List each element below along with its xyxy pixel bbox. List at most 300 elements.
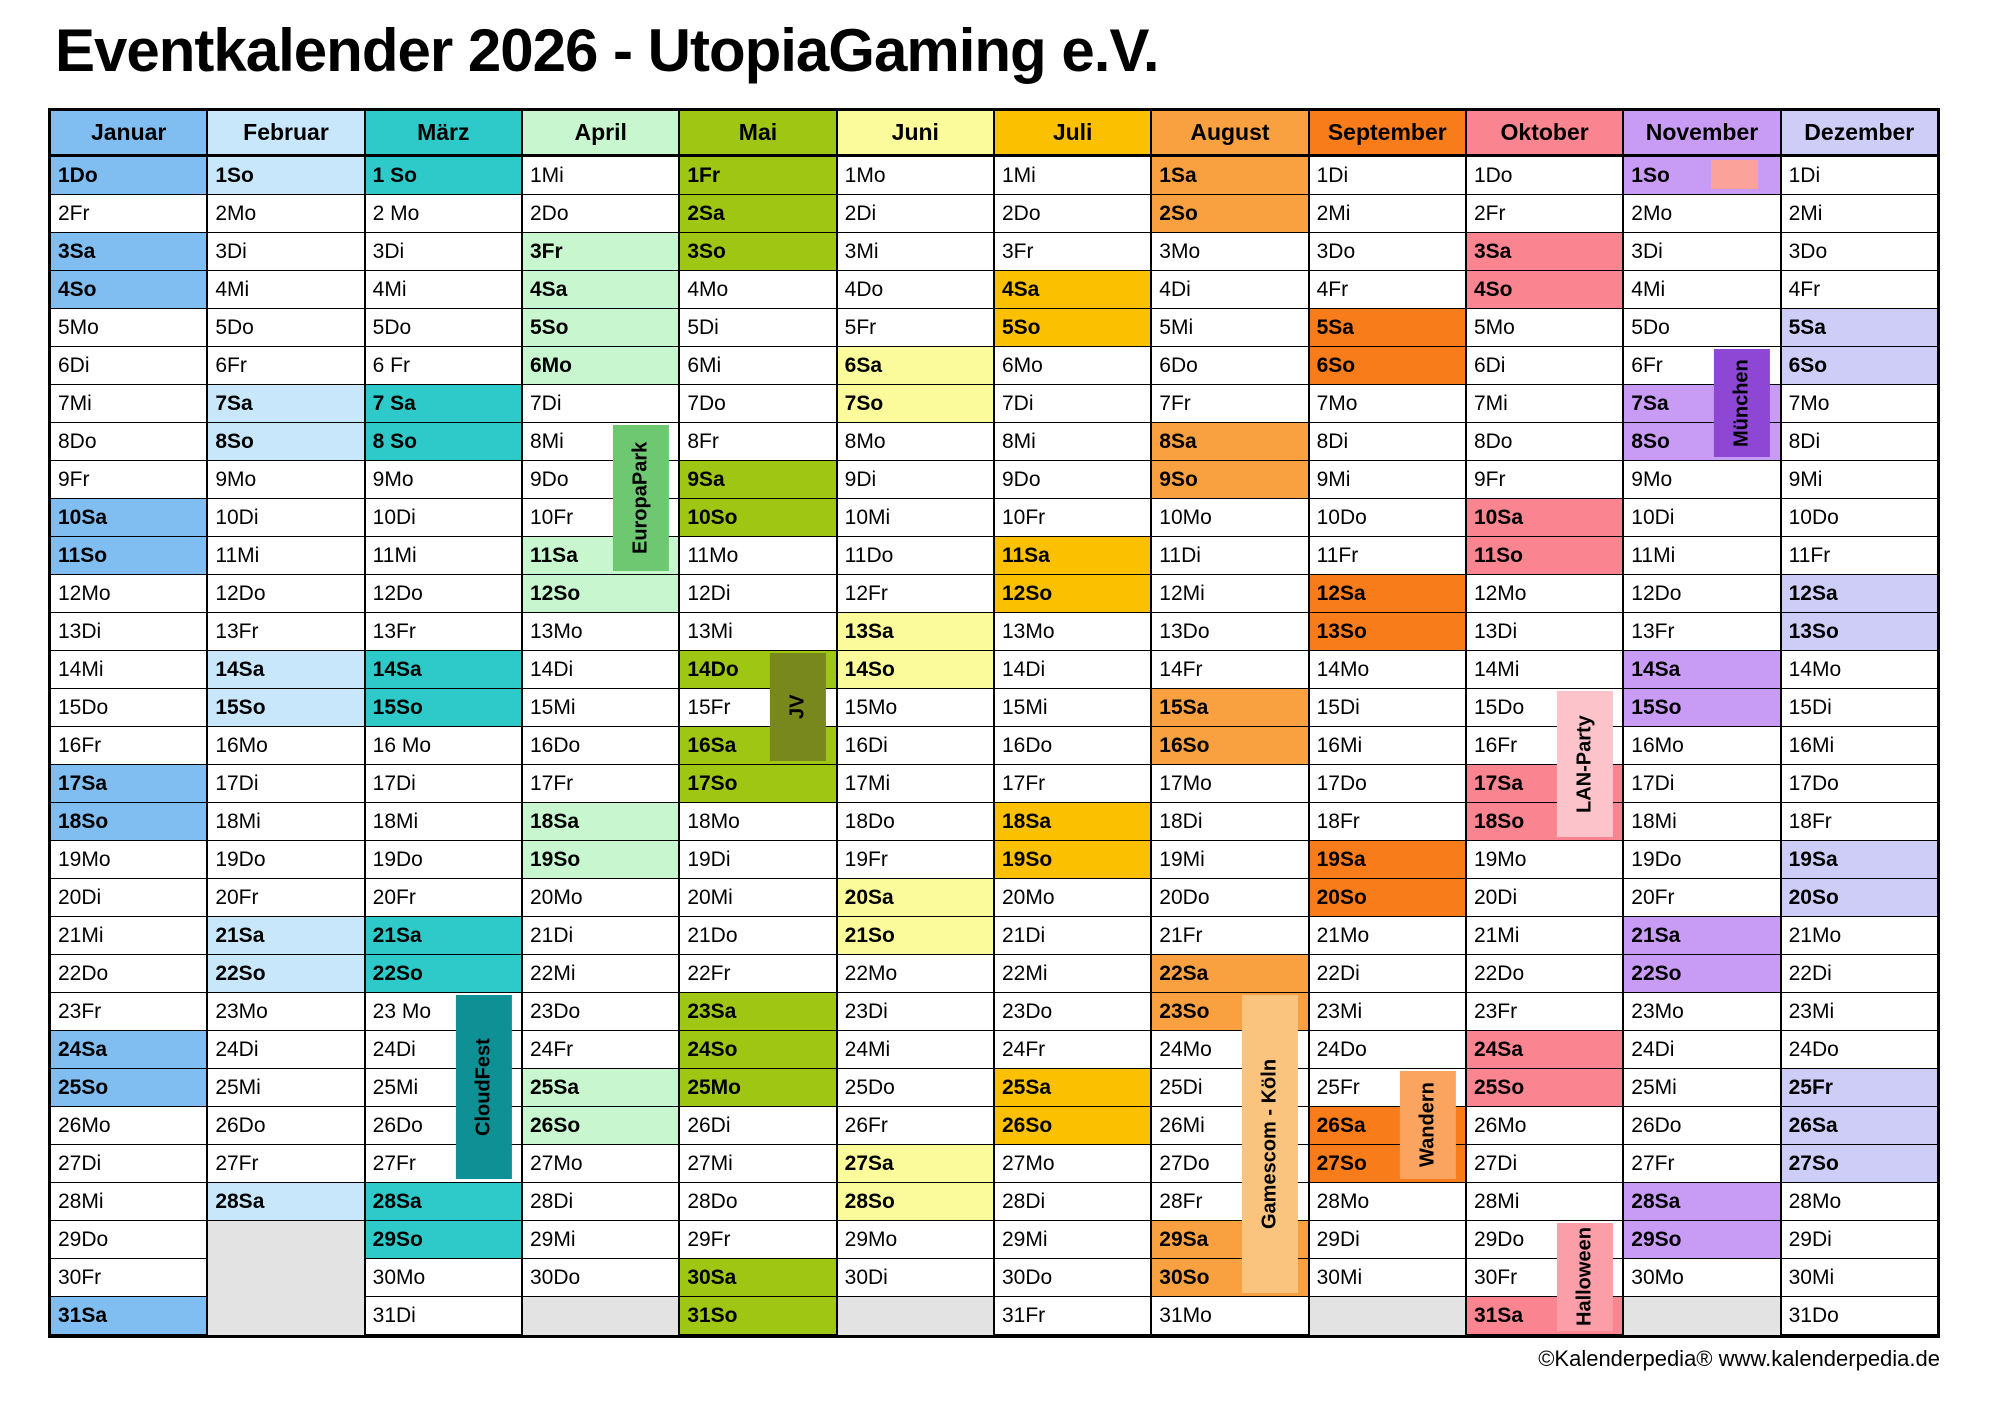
day-cell-januar-9: 9Fr [51, 461, 206, 499]
day-cell-m-rz-20: 20Fr [366, 879, 521, 917]
day-cell-juni-2: 2Di [838, 195, 993, 233]
month-column-juni [838, 111, 995, 1335]
day-cell-april-9: 9Do [523, 461, 678, 499]
day-cell-oktober-29: 29Do [1467, 1221, 1622, 1259]
day-cell-dezember-14: 14Mo [1782, 651, 1937, 689]
day-cell-juni-22: 22Mo [838, 955, 993, 993]
day-cell-mai-19: 19Di [680, 841, 835, 879]
day-cell-februar-21: 21Sa [208, 917, 363, 955]
day-cell-august-13: 13Do [1152, 613, 1307, 651]
day-cell-januar-23: 23Fr [51, 993, 206, 1031]
day-cell-dezember-12: 12Sa [1782, 575, 1937, 613]
day-cell-juni-29: 29Mo [838, 1221, 993, 1259]
day-cell-m-rz-11: 11Mi [366, 537, 521, 575]
day-cell-april-7: 7Di [523, 385, 678, 423]
day-cell-november-7: 7Sa [1624, 385, 1779, 423]
day-cell-august-8: 8Sa [1152, 423, 1307, 461]
day-cell-juli-31: 31Fr [995, 1297, 1150, 1335]
day-cell-oktober-30: 30Fr [1467, 1259, 1622, 1297]
day-cell-juni-17: 17Mi [838, 765, 993, 803]
day-cell-september-14: 14Mo [1310, 651, 1465, 689]
day-cell-mai-18: 18Mo [680, 803, 835, 841]
day-cell-september-29: 29Di [1310, 1221, 1465, 1259]
day-cell-august-1: 1Sa [1152, 157, 1307, 195]
day-cell-august-6: 6Do [1152, 347, 1307, 385]
day-cell-november-5: 5Do [1624, 309, 1779, 347]
day-cell-november-27: 27Fr [1624, 1145, 1779, 1183]
day-cell-februar-24: 24Di [208, 1031, 363, 1069]
day-cell-m-rz-30: 30Mo [366, 1259, 521, 1297]
day-cell-april-10: 10Fr [523, 499, 678, 537]
day-cell-september-15: 15Di [1310, 689, 1465, 727]
day-cell-november-14: 14Sa [1624, 651, 1779, 689]
day-cell-april-16: 16Do [523, 727, 678, 765]
day-cell-mai-4: 4Mo [680, 271, 835, 309]
day-cell-april-24: 24Fr [523, 1031, 678, 1069]
day-cell-september-17: 17Do [1310, 765, 1465, 803]
day-cell-november-25: 25Mi [1624, 1069, 1779, 1107]
day-cell-mai-15: 15Fr [680, 689, 835, 727]
day-cell-august-11: 11Di [1152, 537, 1307, 575]
day-cell-juli-6: 6Mo [995, 347, 1150, 385]
day-cell-februar-12: 12Do [208, 575, 363, 613]
day-cell-m-rz-22: 22So [366, 955, 521, 993]
day-cell-september-2: 2Mi [1310, 195, 1465, 233]
day-cell-august-20: 20Do [1152, 879, 1307, 917]
day-cell-juli-20: 20Mo [995, 879, 1150, 917]
day-cell-dezember-15: 15Di [1782, 689, 1937, 727]
day-cell-oktober-11: 11So [1467, 537, 1622, 575]
day-cell-januar-17: 17Sa [51, 765, 206, 803]
day-cell-november-19: 19Do [1624, 841, 1779, 879]
day-cell-juni-10: 10Mi [838, 499, 993, 537]
day-cell-april-25: 25Sa [523, 1069, 678, 1107]
day-cell-juli-12: 12So [995, 575, 1150, 613]
day-cell-juni-3: 3Mi [838, 233, 993, 271]
day-cell-november-2: 2Mo [1624, 195, 1779, 233]
day-cell-juli-27: 27Mo [995, 1145, 1150, 1183]
day-cell-april-18: 18Sa [523, 803, 678, 841]
month-header-juli: Juli [995, 111, 1150, 157]
day-cell-juli-7: 7Di [995, 385, 1150, 423]
day-cell-juli-14: 14Di [995, 651, 1150, 689]
day-cell-august-15: 15Sa [1152, 689, 1307, 727]
day-cell-august-5: 5Mi [1152, 309, 1307, 347]
day-cell-september-25: 25Fr [1310, 1069, 1465, 1107]
day-cell-november-30: 30Mo [1624, 1259, 1779, 1297]
month-column-m-rz [366, 111, 523, 1335]
day-cell-mai-12: 12Di [680, 575, 835, 613]
day-cell-september-21: 21Mo [1310, 917, 1465, 955]
day-cell-februar-3: 3Di [208, 233, 363, 271]
day-cell-november-13: 13Fr [1624, 613, 1779, 651]
day-cell-januar-13: 13Di [51, 613, 206, 651]
event-label-cloudfest: CloudFest [456, 995, 512, 1179]
day-cell-februar-13: 13Fr [208, 613, 363, 651]
day-cell-oktober-27: 27Di [1467, 1145, 1622, 1183]
event-label-europapark: EuropaPark [613, 425, 669, 571]
day-cell-august-22: 22Sa [1152, 955, 1307, 993]
day-cell-april-23: 23Do [523, 993, 678, 1031]
day-cell-september-16: 16Mi [1310, 727, 1465, 765]
day-cell-dezember-11: 11Fr [1782, 537, 1937, 575]
day-cell-januar-3: 3Sa [51, 233, 206, 271]
day-cell-november-1: 1So [1624, 157, 1779, 195]
day-cell-dezember-25: 25Fr [1782, 1069, 1937, 1107]
day-cell-april-12: 12So [523, 575, 678, 613]
day-cell-dezember-1: 1Di [1782, 157, 1937, 195]
day-cell-august-23: 23So [1152, 993, 1307, 1031]
page-title: Eventkalender 2026 - UtopiaGaming e.V. [55, 17, 1159, 84]
day-cell-september-24: 24Do [1310, 1031, 1465, 1069]
day-cell-august-26: 26Mi [1152, 1107, 1307, 1145]
event-label-gamescom-k-ln: Gamescom - Köln [1242, 995, 1298, 1293]
day-cell-dezember-17: 17Do [1782, 765, 1937, 803]
month-header-september: September [1310, 111, 1465, 157]
day-cell-januar-15: 15Do [51, 689, 206, 727]
month-column-september [1310, 111, 1467, 1335]
day-cell-dezember-30: 30Mi [1782, 1259, 1937, 1297]
day-cell-juli-28: 28Di [995, 1183, 1150, 1221]
day-cell-august-10: 10Mo [1152, 499, 1307, 537]
day-cell-januar-31: 31Sa [51, 1297, 206, 1335]
day-cell-m-rz-21: 21Sa [366, 917, 521, 955]
month-column-oktober [1467, 111, 1624, 1335]
day-cell-januar-30: 30Fr [51, 1259, 206, 1297]
day-cell-mai-8: 8Fr [680, 423, 835, 461]
day-cell-oktober-3: 3Sa [1467, 233, 1622, 271]
month-header-dezember: Dezember [1782, 111, 1937, 157]
day-cell-juli-17: 17Fr [995, 765, 1150, 803]
day-cell-august-9: 9So [1152, 461, 1307, 499]
day-cell-juni-23: 23Di [838, 993, 993, 1031]
day-cell-mai-24: 24So [680, 1031, 835, 1069]
day-cell-november-21: 21Sa [1624, 917, 1779, 955]
day-cell-februar-15: 15So [208, 689, 363, 727]
day-cell-m-rz-8: 8 So [366, 423, 521, 461]
day-cell-februar-28: 28Sa [208, 1183, 363, 1221]
day-cell-januar-10: 10Sa [51, 499, 206, 537]
day-cell-mai-2: 2Sa [680, 195, 835, 233]
day-cell-dezember-16: 16Mi [1782, 727, 1937, 765]
day-cell-oktober-16: 16Fr [1467, 727, 1622, 765]
month-header-januar: Januar [51, 111, 206, 157]
day-cell-dezember-29: 29Di [1782, 1221, 1937, 1259]
day-cell-oktober-10: 10Sa [1467, 499, 1622, 537]
day-cell-april-1: 1Mi [523, 157, 678, 195]
day-cell-oktober-2: 2Fr [1467, 195, 1622, 233]
day-cell-august-29: 29Sa [1152, 1221, 1307, 1259]
day-cell-juli-2: 2Do [995, 195, 1150, 233]
day-cell-juni-15: 15Mo [838, 689, 993, 727]
day-cell-november-4: 4Mi [1624, 271, 1779, 309]
day-cell-januar-24: 24Sa [51, 1031, 206, 1069]
month-column-april [523, 111, 680, 1335]
day-cell-juni-12: 12Fr [838, 575, 993, 613]
day-cell-mai-27: 27Mi [680, 1145, 835, 1183]
day-cell-m-rz-28: 28Sa [366, 1183, 521, 1221]
day-cell-oktober-5: 5Mo [1467, 309, 1622, 347]
day-cell-september-8: 8Di [1310, 423, 1465, 461]
day-cell-november-23: 23Mo [1624, 993, 1779, 1031]
day-cell-august-17: 17Mo [1152, 765, 1307, 803]
event-label-lan-party: LAN-Party [1557, 691, 1613, 837]
day-cell-november-24: 24Di [1624, 1031, 1779, 1069]
day-cell-m-rz-29: 29So [366, 1221, 521, 1259]
day-cell-juli-24: 24Fr [995, 1031, 1150, 1069]
day-cell-november-29: 29So [1624, 1221, 1779, 1259]
day-cell-oktober-13: 13Di [1467, 613, 1622, 651]
day-cell-februar-18: 18Mi [208, 803, 363, 841]
day-cell-oktober-24: 24Sa [1467, 1031, 1622, 1069]
day-cell-september-10: 10Do [1310, 499, 1465, 537]
day-cell-august-31: 31Mo [1152, 1297, 1307, 1335]
day-cell-januar-12: 12Mo [51, 575, 206, 613]
day-cell-m-rz-6: 6 Fr [366, 347, 521, 385]
day-cell-februar-5: 5Do [208, 309, 363, 347]
day-cell-oktober-7: 7Mi [1467, 385, 1622, 423]
day-cell-februar-17: 17Di [208, 765, 363, 803]
day-cell-juni-19: 19Fr [838, 841, 993, 879]
day-cell-august-2: 2So [1152, 195, 1307, 233]
day-cell-dezember-28: 28Mo [1782, 1183, 1937, 1221]
day-cell-september-1: 1Di [1310, 157, 1465, 195]
month-header-oktober: Oktober [1467, 111, 1622, 157]
day-cell-juni-13: 13Sa [838, 613, 993, 651]
day-cell-juni-1: 1Mo [838, 157, 993, 195]
day-cell-august-3: 3Mo [1152, 233, 1307, 271]
day-cell-februar-14: 14Sa [208, 651, 363, 689]
day-cell-juli-18: 18Sa [995, 803, 1150, 841]
day-cell-februar-6: 6Fr [208, 347, 363, 385]
day-cell-m-rz-9: 9Mo [366, 461, 521, 499]
day-cell-mai-3: 3So [680, 233, 835, 271]
day-cell-februar-26: 26Do [208, 1107, 363, 1145]
day-cell-dezember-2: 2Mi [1782, 195, 1937, 233]
empty-days-filler-april [523, 1297, 678, 1335]
day-cell-oktober-15: 15Do [1467, 689, 1622, 727]
day-cell-oktober-17: 17Sa [1467, 765, 1622, 803]
day-cell-januar-28: 28Mi [51, 1183, 206, 1221]
day-cell-august-18: 18Di [1152, 803, 1307, 841]
day-cell-mai-16: 16Sa [680, 727, 835, 765]
day-cell-m-rz-10: 10Di [366, 499, 521, 537]
year-calendar [48, 108, 1940, 1338]
day-cell-m-rz-27: 27Fr [366, 1145, 521, 1183]
day-cell-juni-6: 6Sa [838, 347, 993, 385]
day-cell-februar-23: 23Mo [208, 993, 363, 1031]
day-cell-februar-16: 16Mo [208, 727, 363, 765]
day-cell-dezember-4: 4Fr [1782, 271, 1937, 309]
day-cell-januar-16: 16Fr [51, 727, 206, 765]
day-cell-mai-11: 11Mo [680, 537, 835, 575]
day-cell-juli-11: 11Sa [995, 537, 1150, 575]
day-cell-juli-23: 23Do [995, 993, 1150, 1031]
month-header-november: November [1624, 111, 1779, 157]
day-cell-juli-19: 19So [995, 841, 1150, 879]
day-cell-juli-1: 1Mi [995, 157, 1150, 195]
day-cell-dezember-3: 3Do [1782, 233, 1937, 271]
day-cell-april-27: 27Mo [523, 1145, 678, 1183]
empty-days-filler-november [1624, 1297, 1779, 1335]
day-cell-dezember-27: 27So [1782, 1145, 1937, 1183]
month-column-januar [51, 111, 208, 1335]
day-cell-september-3: 3Do [1310, 233, 1465, 271]
day-cell-september-28: 28Mo [1310, 1183, 1465, 1221]
empty-days-filler-september [1310, 1297, 1465, 1335]
day-cell-juli-4: 4Sa [995, 271, 1150, 309]
day-cell-november-8: 8So [1624, 423, 1779, 461]
day-cell-september-11: 11Fr [1310, 537, 1465, 575]
day-cell-oktober-18: 18So [1467, 803, 1622, 841]
day-cell-m-rz-14: 14Sa [366, 651, 521, 689]
day-cell-januar-6: 6Di [51, 347, 206, 385]
event-label-wandern: Wandern [1400, 1071, 1456, 1179]
day-cell-oktober-20: 20Di [1467, 879, 1622, 917]
day-cell-juli-21: 21Di [995, 917, 1150, 955]
day-cell-september-20: 20So [1310, 879, 1465, 917]
day-cell-august-7: 7Fr [1152, 385, 1307, 423]
day-cell-september-26: 26Sa [1310, 1107, 1465, 1145]
day-cell-juli-30: 30Do [995, 1259, 1150, 1297]
day-cell-august-19: 19Mi [1152, 841, 1307, 879]
day-cell-mai-28: 28Do [680, 1183, 835, 1221]
day-cell-september-30: 30Mi [1310, 1259, 1465, 1297]
day-cell-august-28: 28Fr [1152, 1183, 1307, 1221]
day-cell-april-3: 3Fr [523, 233, 678, 271]
day-cell-november-17: 17Di [1624, 765, 1779, 803]
day-cell-september-19: 19Sa [1310, 841, 1465, 879]
day-cell-mai-10: 10So [680, 499, 835, 537]
day-cell-dezember-21: 21Mo [1782, 917, 1937, 955]
day-cell-mai-23: 23Sa [680, 993, 835, 1031]
day-cell-september-18: 18Fr [1310, 803, 1465, 841]
day-cell-februar-4: 4Mi [208, 271, 363, 309]
day-cell-m-rz-18: 18Mi [366, 803, 521, 841]
day-cell-juli-29: 29Mi [995, 1221, 1150, 1259]
day-cell-dezember-23: 23Mi [1782, 993, 1937, 1031]
day-cell-september-27: 27So [1310, 1145, 1465, 1183]
day-cell-september-7: 7Mo [1310, 385, 1465, 423]
day-cell-oktober-14: 14Mi [1467, 651, 1622, 689]
day-cell-m-rz-13: 13Fr [366, 613, 521, 651]
day-cell-februar-1: 1So [208, 157, 363, 195]
day-cell-oktober-31: 31Sa [1467, 1297, 1622, 1335]
day-cell-september-4: 4Fr [1310, 271, 1465, 309]
day-cell-juni-5: 5Fr [838, 309, 993, 347]
day-cell-januar-27: 27Di [51, 1145, 206, 1183]
day-cell-mai-5: 5Di [680, 309, 835, 347]
month-header-mai: Mai [680, 111, 835, 157]
day-cell-juni-7: 7So [838, 385, 993, 423]
day-cell-juni-25: 25Do [838, 1069, 993, 1107]
day-cell-m-rz-15: 15So [366, 689, 521, 727]
day-cell-juni-9: 9Di [838, 461, 993, 499]
day-cell-november-18: 18Mi [1624, 803, 1779, 841]
day-cell-april-21: 21Di [523, 917, 678, 955]
day-cell-m-rz-31: 31Di [366, 1297, 521, 1335]
day-cell-dezember-7: 7Mo [1782, 385, 1937, 423]
day-cell-september-12: 12Sa [1310, 575, 1465, 613]
day-cell-mai-30: 30Sa [680, 1259, 835, 1297]
day-cell-september-23: 23Mi [1310, 993, 1465, 1031]
month-header-m-rz: März [366, 111, 521, 157]
day-cell-m-rz-2: 2 Mo [366, 195, 521, 233]
day-cell-april-17: 17Fr [523, 765, 678, 803]
day-cell-april-15: 15Mi [523, 689, 678, 727]
month-header-april: April [523, 111, 678, 157]
day-cell-januar-21: 21Mi [51, 917, 206, 955]
day-cell-januar-8: 8Do [51, 423, 206, 461]
day-cell-april-28: 28Di [523, 1183, 678, 1221]
day-cell-juni-30: 30Di [838, 1259, 993, 1297]
day-cell-april-2: 2Do [523, 195, 678, 233]
day-cell-m-rz-26: 26Do [366, 1107, 521, 1145]
day-cell-juni-27: 27Sa [838, 1145, 993, 1183]
day-cell-mai-26: 26Di [680, 1107, 835, 1145]
day-cell-februar-2: 2Mo [208, 195, 363, 233]
day-cell-januar-5: 5Mo [51, 309, 206, 347]
day-cell-oktober-9: 9Fr [1467, 461, 1622, 499]
day-cell-april-13: 13Mo [523, 613, 678, 651]
day-cell-januar-22: 22Do [51, 955, 206, 993]
day-cell-januar-19: 19Mo [51, 841, 206, 879]
day-cell-august-14: 14Fr [1152, 651, 1307, 689]
month-header-februar: Februar [208, 111, 363, 157]
event-marker-november-1 [1711, 160, 1758, 189]
day-cell-september-13: 13So [1310, 613, 1465, 651]
event-label-m-nchen: München [1714, 349, 1770, 457]
day-cell-dezember-24: 24Do [1782, 1031, 1937, 1069]
day-cell-september-22: 22Di [1310, 955, 1465, 993]
day-cell-juli-13: 13Mo [995, 613, 1150, 651]
month-header-august: August [1152, 111, 1307, 157]
day-cell-februar-10: 10Di [208, 499, 363, 537]
day-cell-november-26: 26Do [1624, 1107, 1779, 1145]
day-cell-november-20: 20Fr [1624, 879, 1779, 917]
month-column-august [1152, 111, 1309, 1335]
day-cell-september-9: 9Mi [1310, 461, 1465, 499]
day-cell-april-4: 4Sa [523, 271, 678, 309]
day-cell-februar-9: 9Mo [208, 461, 363, 499]
day-cell-februar-22: 22So [208, 955, 363, 993]
day-cell-m-rz-3: 3Di [366, 233, 521, 271]
day-cell-mai-17: 17So [680, 765, 835, 803]
day-cell-juni-14: 14So [838, 651, 993, 689]
day-cell-august-12: 12Mi [1152, 575, 1307, 613]
day-cell-november-3: 3Di [1624, 233, 1779, 271]
day-cell-mai-25: 25Mo [680, 1069, 835, 1107]
day-cell-februar-7: 7Sa [208, 385, 363, 423]
day-cell-april-19: 19So [523, 841, 678, 879]
day-cell-april-11: 11Sa [523, 537, 678, 575]
day-cell-januar-26: 26Mo [51, 1107, 206, 1145]
day-cell-februar-27: 27Fr [208, 1145, 363, 1183]
day-cell-juni-28: 28So [838, 1183, 993, 1221]
day-cell-januar-25: 25So [51, 1069, 206, 1107]
day-cell-juli-26: 26So [995, 1107, 1150, 1145]
day-cell-februar-19: 19Do [208, 841, 363, 879]
day-cell-dezember-20: 20So [1782, 879, 1937, 917]
day-cell-april-8: 8Mi [523, 423, 678, 461]
day-cell-januar-1: 1Do [51, 157, 206, 195]
day-cell-april-5: 5So [523, 309, 678, 347]
day-cell-januar-14: 14Mi [51, 651, 206, 689]
day-cell-m-rz-4: 4Mi [366, 271, 521, 309]
day-cell-oktober-4: 4So [1467, 271, 1622, 309]
day-cell-januar-7: 7Mi [51, 385, 206, 423]
day-cell-august-21: 21Fr [1152, 917, 1307, 955]
